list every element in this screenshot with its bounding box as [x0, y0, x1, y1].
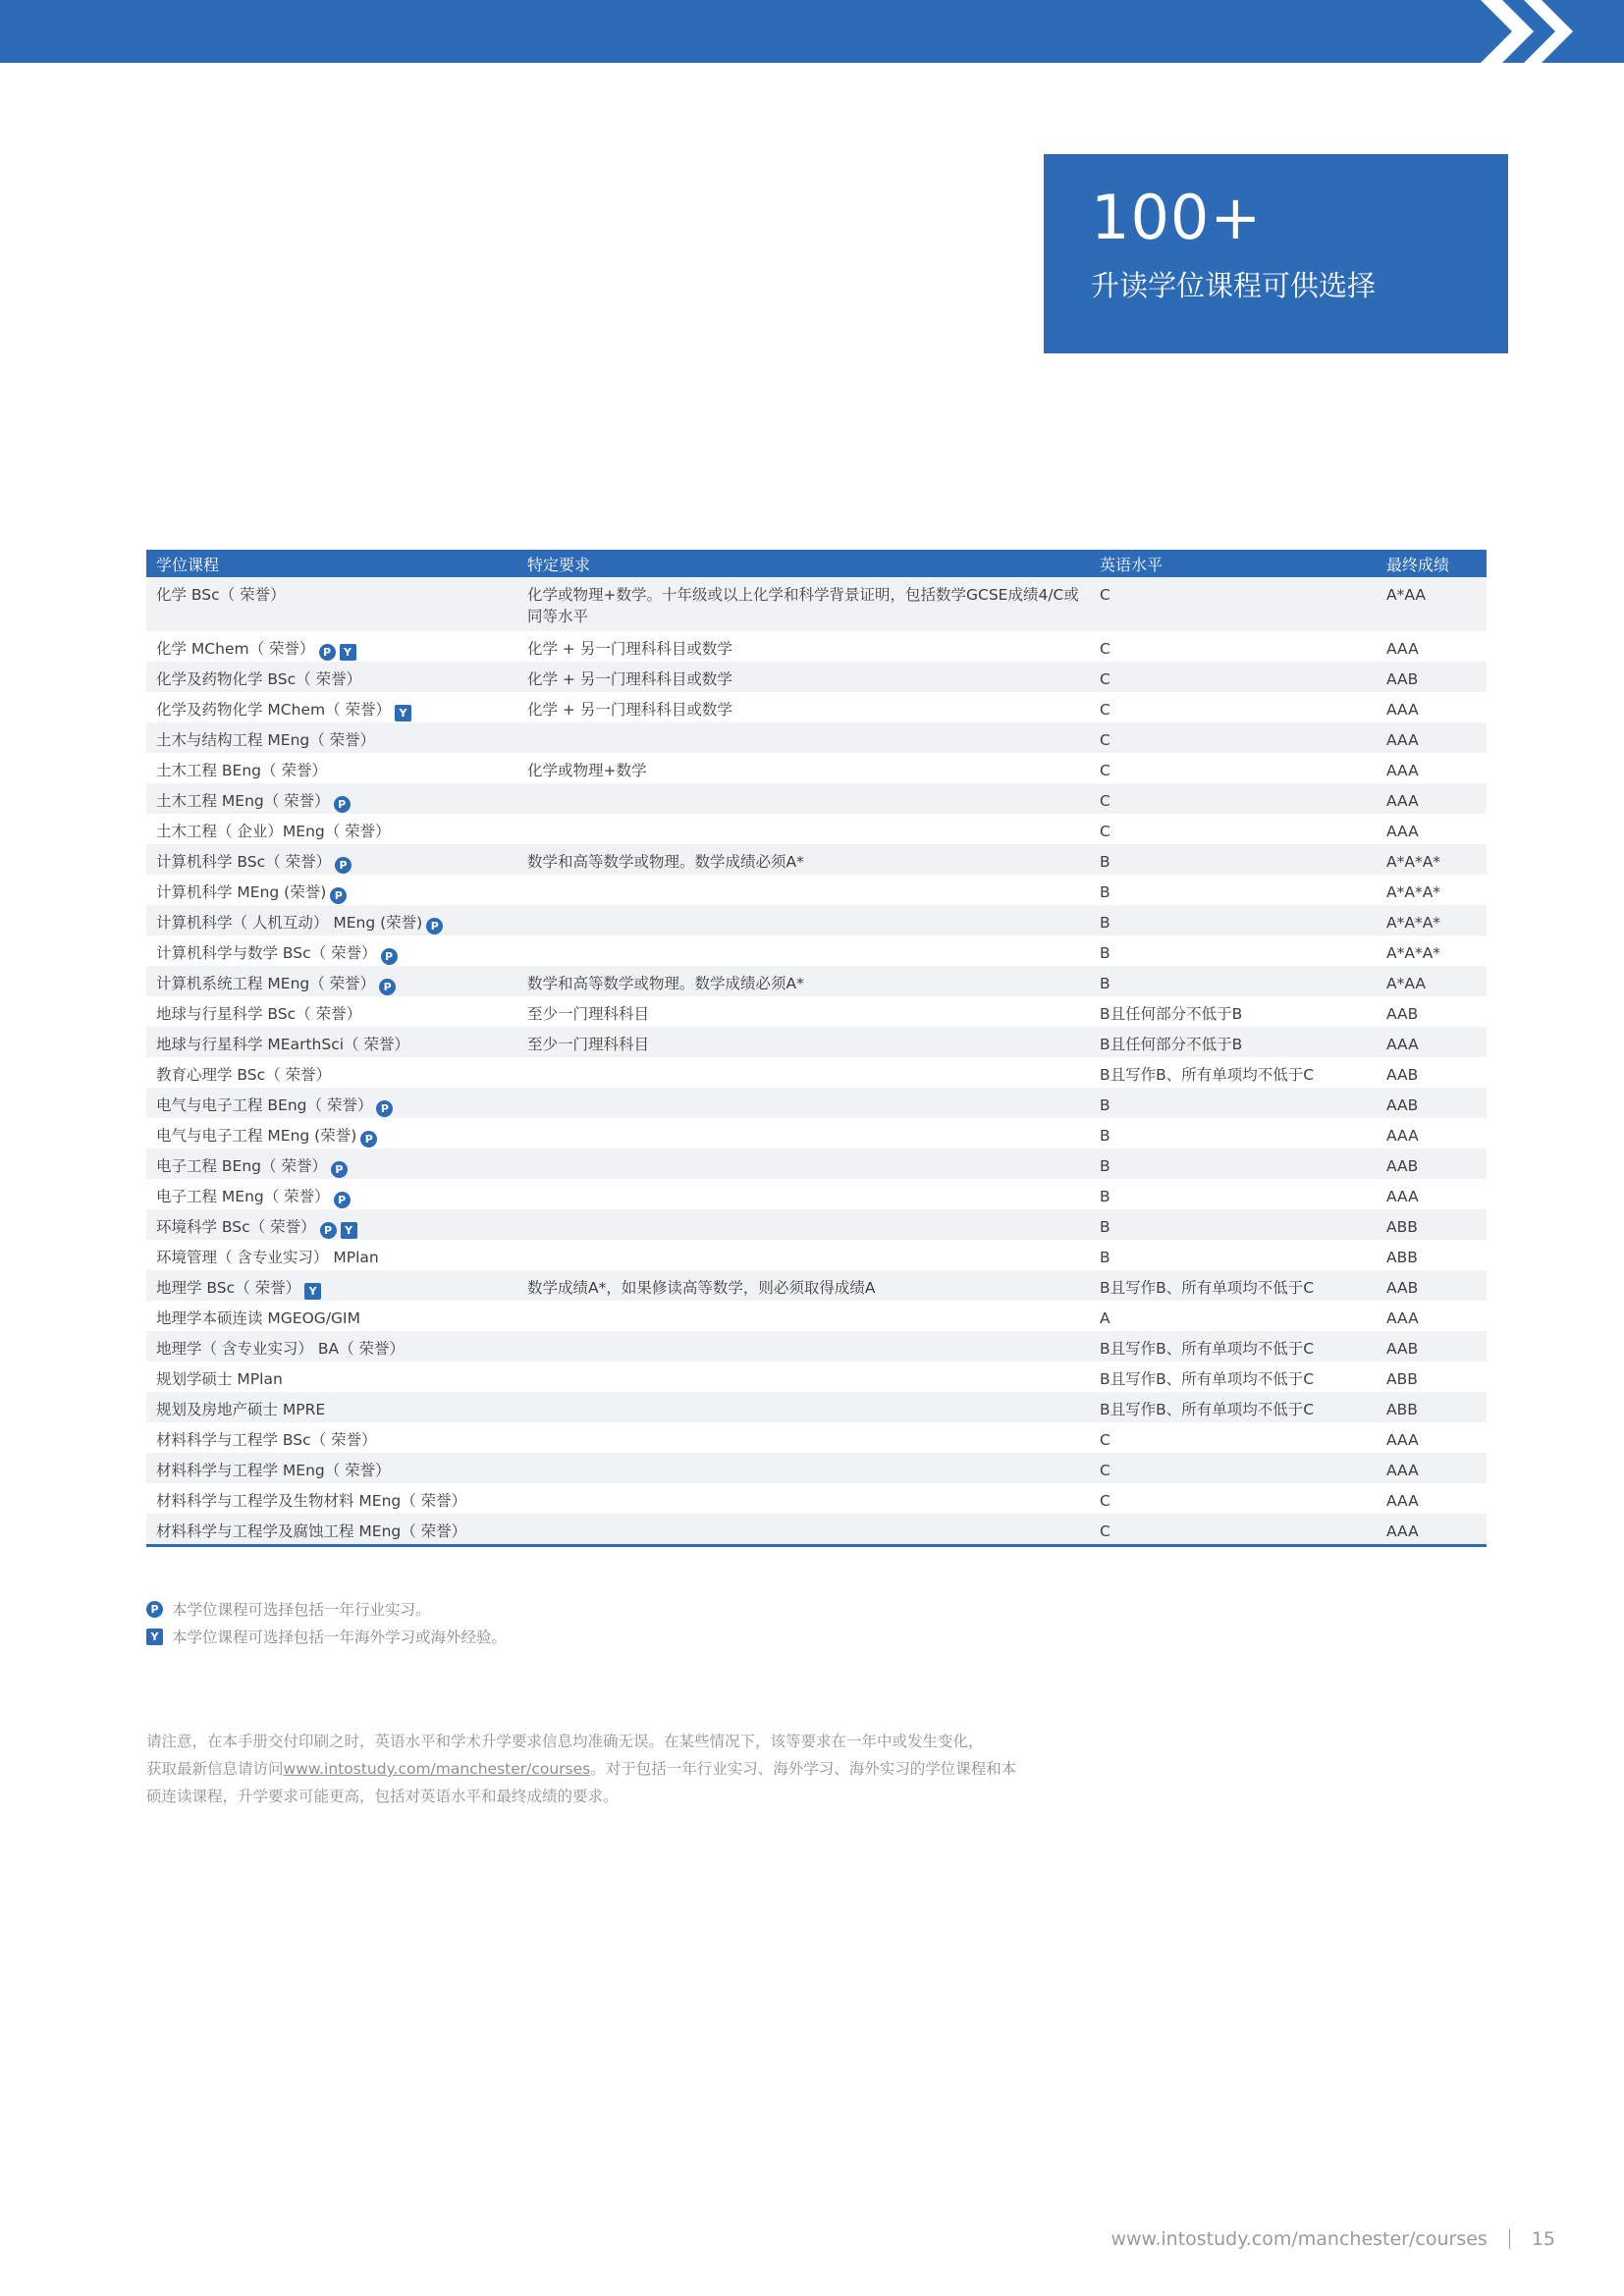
course-name: 化学及药物化学 MChem（ 荣誉） [156, 701, 392, 719]
cell-course [146, 935, 517, 966]
table-row [146, 996, 1487, 1027]
course-name: 材料科学与工程学 BSc（ 荣誉） [156, 1431, 377, 1449]
course-name: 材料科学与工程学及腐蚀工程 MEng（ 荣誉） [156, 1522, 467, 1540]
cell-english: B且任何部分不低于B [1100, 1005, 1243, 1023]
cell-english: B [1100, 1249, 1110, 1266]
cell-grade: AAB [1386, 1096, 1419, 1114]
cell-course [146, 1118, 517, 1148]
table-row [146, 1240, 1487, 1270]
cell-requirements [517, 814, 1090, 844]
year-abroad-icon: Y [304, 1283, 321, 1300]
cell-course [146, 1209, 517, 1240]
column-header-course: 学位课程 [146, 550, 517, 577]
table-row [146, 1270, 1487, 1301]
cell-course [146, 631, 517, 662]
table-row [146, 783, 1487, 814]
cell-course [146, 875, 517, 905]
course-name: 教育心理学 BSc（ 荣誉） [156, 1066, 332, 1084]
cell-english: C [1100, 586, 1110, 604]
cell-requirements [517, 1057, 1090, 1088]
courses-link[interactable]: www.intostudy.com/manchester/courses [283, 1760, 591, 1778]
cell-requirements [517, 1362, 1090, 1392]
cell-english: B [1100, 1188, 1110, 1205]
table-row [146, 1483, 1487, 1514]
cell-course [146, 905, 517, 935]
course-name: 电子工程 BEng（ 荣誉） [156, 1157, 327, 1175]
cell-requirements [517, 1331, 1090, 1362]
cell-course [146, 996, 517, 1027]
placement-icon: P [335, 857, 352, 874]
year-abroad-icon: Y [146, 1629, 163, 1645]
table-row [146, 1148, 1487, 1179]
table-row [146, 722, 1487, 753]
cell-grade: AAA [1386, 823, 1419, 840]
cell-requirements: 化学 + 另一门理科科目或数学 [527, 640, 732, 658]
course-name: 土木工程（ 企业）MEng（ 荣誉） [156, 823, 391, 840]
column-header-english: 英语水平 [1090, 550, 1377, 577]
table-row [146, 1179, 1487, 1209]
table-row [146, 631, 1487, 662]
cell-grade: AAA [1386, 1036, 1419, 1053]
course-name: 电子工程 MEng（ 荣誉） [156, 1188, 330, 1205]
table-row [146, 1301, 1487, 1331]
course-table [146, 550, 1487, 1547]
cell-requirements: 至少一门理科科目 [527, 1005, 650, 1023]
cell-course [146, 783, 517, 814]
cell-requirements: 数学成绩A*，如果修读高等数学，则必须取得成绩A [527, 1279, 876, 1297]
cell-course [146, 662, 517, 692]
cell-course [146, 753, 517, 783]
cell-grade: ABB [1386, 1401, 1418, 1418]
promo-box [1044, 154, 1508, 353]
table-row [146, 935, 1487, 966]
course-name: 地理学（ 含专业实习） BA（ 荣誉） [156, 1340, 406, 1358]
course-name: 地球与行星科学 BSc（ 荣誉） [156, 1005, 362, 1023]
table-header-row [146, 550, 1487, 577]
legend-text: 本学位课程可选择包括一年海外学习或海外经验。 [172, 1629, 508, 1646]
course-name: 化学及药物化学 BSc（ 荣誉） [156, 670, 362, 688]
cell-english: C [1100, 792, 1110, 810]
cell-grade: ABB [1386, 1218, 1418, 1236]
course-name: 地理学本硕连读 MGEOG/GIM [156, 1309, 360, 1327]
course-name: 计算机科学与数学 BSc（ 荣誉） [156, 944, 377, 962]
cell-requirements [517, 875, 1090, 905]
cell-requirements: 化学 + 另一门理科科目或数学 [527, 670, 732, 688]
cell-english: B [1100, 1157, 1110, 1175]
placement-icon: P [381, 948, 398, 965]
cell-requirements [517, 1179, 1090, 1209]
year-abroad-icon: Y [395, 705, 411, 721]
cell-requirements [517, 935, 1090, 966]
cell-grade: AAA [1386, 1431, 1419, 1449]
course-name: 土木工程 BEng（ 荣誉） [156, 762, 327, 779]
cell-course [146, 1179, 517, 1209]
course-name: 计算机科学 MEng (荣誉) [156, 883, 327, 901]
cell-english: B且写作B、所有单项均不低于C [1100, 1340, 1315, 1358]
table-row [146, 662, 1487, 692]
table-row [146, 1209, 1487, 1240]
table-row [146, 1027, 1487, 1057]
cell-requirements [517, 783, 1090, 814]
cell-course [146, 1422, 517, 1453]
placement-icon: P [331, 1161, 348, 1178]
footer-url[interactable]: www.intostudy.com/manchester/courses [1110, 2228, 1488, 2250]
cell-english: C [1100, 1522, 1110, 1540]
cell-requirements [517, 905, 1090, 935]
cell-english: B [1100, 853, 1110, 871]
table-body [146, 577, 1487, 1546]
cell-grade: AAA [1386, 1188, 1419, 1205]
year-abroad-icon: Y [341, 1222, 357, 1239]
cell-course [146, 814, 517, 844]
table-row [146, 1392, 1487, 1422]
cell-course [146, 1148, 517, 1179]
cell-english: A [1100, 1309, 1110, 1327]
table-row [146, 1514, 1487, 1546]
table-row [146, 1453, 1487, 1483]
note-line: 硕连读课程，升学要求可能更高，包括对英语水平和最终成绩的要求。 [146, 1788, 619, 1805]
cell-grade: AAB [1386, 670, 1419, 688]
cell-english: B且写作B、所有单项均不低于C [1100, 1370, 1315, 1388]
placement-icon: P [320, 1222, 337, 1239]
table-row [146, 1057, 1487, 1088]
placement-icon: P [360, 1131, 377, 1148]
table-row [146, 844, 1487, 875]
cell-grade: AAA [1386, 1492, 1419, 1510]
cell-requirements [517, 722, 1090, 753]
cell-grade: AAB [1386, 1157, 1419, 1175]
promo-label: 升读学位课程可供选择 [1091, 269, 1377, 302]
cell-course [146, 844, 517, 875]
cell-grade: AAB [1386, 1340, 1419, 1358]
cell-course [146, 1483, 517, 1514]
cell-course [146, 1057, 517, 1088]
course-name: 材料科学与工程学 MEng（ 荣誉） [156, 1462, 391, 1479]
cell-course [146, 1331, 517, 1362]
cell-english: B [1100, 1218, 1110, 1236]
cell-english: B [1100, 944, 1110, 962]
page-number: 15 [1531, 2228, 1555, 2250]
table-row [146, 875, 1487, 905]
cell-course [146, 1453, 517, 1483]
table-row [146, 1362, 1487, 1392]
cell-course [146, 1270, 517, 1301]
table-row [146, 1118, 1487, 1148]
cell-course [146, 1392, 517, 1422]
promo-number: 100+ [1091, 182, 1263, 253]
course-name: 环境科学 BSc（ 荣誉） [156, 1218, 316, 1236]
cell-requirements: 数学和高等数学或物理。数学成绩必须A* [527, 853, 804, 871]
note-line: 获取最新信息请访问www.intostudy.com/manchester/courses。对于包括一年行业实习、海外学习、海外实习的学位课程和本 [146, 1760, 1017, 1778]
placement-icon: P [379, 979, 396, 995]
placement-icon: P [146, 1601, 163, 1618]
cell-grade: AAA [1386, 762, 1419, 779]
table-row [146, 753, 1487, 783]
placement-icon: P [376, 1100, 393, 1117]
page-footer [1110, 2228, 1555, 2250]
cell-course [146, 1514, 517, 1546]
cell-english: B且写作B、所有单项均不低于C [1100, 1401, 1315, 1418]
course-name: 化学 MChem（ 荣誉） [156, 640, 315, 658]
placement-icon: P [319, 644, 336, 661]
cell-course [146, 722, 517, 753]
cell-english: C [1100, 823, 1110, 840]
cell-grade: AAB [1386, 1279, 1419, 1297]
cell-course [146, 1301, 517, 1331]
legend [146, 1595, 507, 1650]
table-row [146, 814, 1487, 844]
year-abroad-icon: Y [340, 644, 356, 661]
cell-requirements [517, 1392, 1090, 1422]
course-name: 材料科学与工程学及生物材料 MEng（ 荣誉） [156, 1492, 467, 1510]
footer-divider [1509, 2229, 1510, 2249]
cell-requirements [517, 1240, 1090, 1270]
placement-icon: P [334, 796, 351, 813]
cell-requirements: 化学或物理+数学 [527, 762, 647, 779]
cell-grade: AAA [1386, 792, 1419, 810]
cell-english: B [1100, 975, 1110, 992]
cell-requirements [517, 1148, 1090, 1179]
cell-requirements [517, 1514, 1090, 1546]
note-line: 请注意，在本手册交付印刷之时，英语水平和学术升学要求信息均准确无误。在某些情况下，该等要求在一年中或发生变化， [146, 1733, 984, 1750]
course-name: 土木与结构工程 MEng（ 荣誉） [156, 731, 376, 749]
cell-english: C [1100, 1462, 1110, 1479]
cell-english: C [1100, 731, 1110, 749]
cell-grade: A*AA [1386, 586, 1426, 604]
cell-english: C [1100, 701, 1110, 719]
placement-icon: P [426, 918, 443, 934]
cell-course [146, 1362, 517, 1392]
cell-grade: A*A*A* [1386, 914, 1441, 932]
table-row [146, 905, 1487, 935]
table-row [146, 692, 1487, 722]
cell-grade: A*AA [1386, 975, 1426, 992]
cell-grade: A*A*A* [1386, 853, 1441, 871]
cell-english: B且写作B、所有单项均不低于C [1100, 1279, 1315, 1297]
cell-requirements [517, 1209, 1090, 1240]
cell-english: C [1100, 670, 1110, 688]
cell-grade: ABB [1386, 1370, 1418, 1388]
course-name: 计算机科学（ 人机互动） MEng (荣誉) [156, 914, 423, 932]
course-name: 计算机系统工程 MEng（ 荣誉） [156, 975, 376, 992]
cell-grade: AAA [1386, 1462, 1419, 1479]
course-name: 地球与行星科学 MEarthSci（ 荣誉） [156, 1036, 409, 1053]
cell-requirements: 化学 + 另一门理科科目或数学 [527, 701, 732, 719]
cell-english: B [1100, 1096, 1110, 1114]
table-row [146, 966, 1487, 996]
cell-requirements: 至少一门理科科目 [527, 1036, 650, 1053]
course-name: 土木工程 MEng（ 荣誉） [156, 792, 330, 810]
cell-course [146, 577, 517, 631]
cell-course [146, 1240, 517, 1270]
cell-english: B [1100, 914, 1110, 932]
cell-requirements [517, 1118, 1090, 1148]
placement-icon: P [330, 887, 347, 904]
cell-requirements [517, 1422, 1090, 1453]
cell-english: B [1100, 883, 1110, 901]
cell-english: B且任何部分不低于B [1100, 1036, 1243, 1053]
legend-item-placement [146, 1595, 507, 1623]
cell-requirements: 化学或物理+数学。十年级或以上化学和科学背景证明，包括数学GCSE成绩4/C或同等水平 [527, 586, 1079, 625]
cell-english: C [1100, 762, 1110, 779]
double-chevron-icon [1481, 0, 1585, 63]
cell-course [146, 966, 517, 996]
cell-requirements [517, 1088, 1090, 1118]
cell-requirements [517, 1453, 1090, 1483]
course-name: 地理学 BSc（ 荣誉） [156, 1279, 301, 1297]
cell-requirements [517, 1301, 1090, 1331]
cell-english: C [1100, 1492, 1110, 1510]
course-name: 规划及房地产硕士 MPRE [156, 1401, 326, 1418]
cell-english: C [1100, 1431, 1110, 1449]
header-bar [0, 0, 1624, 63]
course-name: 电气与电子工程 MEng (荣誉) [156, 1127, 357, 1145]
table-row [146, 1422, 1487, 1453]
cell-requirements [517, 1483, 1090, 1514]
course-name: 化学 BSc（ 荣誉） [156, 586, 286, 604]
cell-english: B [1100, 1127, 1110, 1145]
course-name: 规划学硕士 MPlan [156, 1370, 283, 1388]
cell-grade: AAA [1386, 640, 1419, 658]
cell-grade: A*A*A* [1386, 944, 1441, 962]
cell-course [146, 1027, 517, 1057]
cell-requirements: 数学和高等数学或物理。数学成绩必须A* [527, 975, 804, 992]
cell-grade: AAA [1386, 1127, 1419, 1145]
cell-grade: AAA [1386, 731, 1419, 749]
table-row [146, 577, 1487, 631]
cell-grade: AAA [1386, 1522, 1419, 1540]
course-name: 环境管理（ 含专业实习） MPlan [156, 1249, 379, 1266]
table-row [146, 1088, 1487, 1118]
cell-grade: AAB [1386, 1005, 1419, 1023]
placement-icon: P [334, 1192, 351, 1208]
cell-english: B且写作B、所有单项均不低于C [1100, 1066, 1315, 1084]
course-name: 计算机科学 BSc（ 荣誉） [156, 853, 332, 871]
column-header-grade: 最终成绩 [1377, 550, 1487, 577]
disclaimer-note [146, 1728, 1069, 1810]
cell-english: C [1100, 640, 1110, 658]
column-header-requirements: 特定要求 [517, 550, 1090, 577]
cell-grade: AAB [1386, 1066, 1419, 1084]
cell-grade: AAA [1386, 1309, 1419, 1327]
table-row [146, 1331, 1487, 1362]
cell-grade: AAA [1386, 701, 1419, 719]
legend-item-year-abroad [146, 1623, 507, 1650]
legend-text: 本学位课程可选择包括一年行业实习。 [172, 1601, 431, 1619]
cell-course [146, 692, 517, 722]
cell-grade: ABB [1386, 1249, 1418, 1266]
course-name: 电气与电子工程 BEng（ 荣誉） [156, 1096, 373, 1114]
cell-course [146, 1088, 517, 1118]
cell-grade: A*A*A* [1386, 883, 1441, 901]
